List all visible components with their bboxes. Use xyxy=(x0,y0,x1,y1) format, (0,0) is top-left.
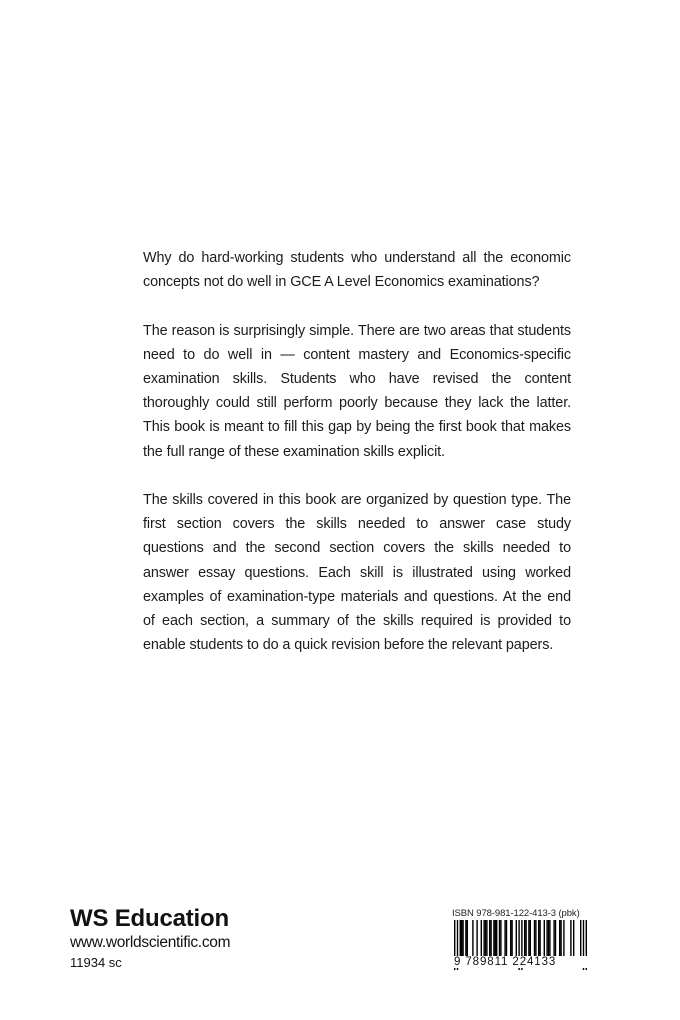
publisher-name: WS Education xyxy=(70,905,229,932)
publisher-imprint xyxy=(70,905,230,972)
publisher-url: www.worldscientific.com xyxy=(70,934,231,951)
publisher-code: 11934 sc xyxy=(70,955,122,970)
isbn-label: ISBN 978-981-122-413-3 (pbk) xyxy=(452,908,580,919)
back-cover-blurb xyxy=(143,246,571,657)
blurb-paragraph-2: The reason is surprisingly simple. There are two areas that students need to do well in — content mastery and Economics-specific examination skills. Students who have revised the content thoroughly could still perform poorly because they lack the latter. This book is meant to fill this gap by being the first book that makes the full range of these examination skills explicit. xyxy=(143,322,571,460)
blurb-paragraph-3: The skills covered in this book are organized by question type. The first section covers the skills needed to answer case study questions and the second section covers the skills needed to answer essay questions. Each skill is illustrated using worked examples of examination-type materials and questions. At the end of each section, a summary of the skills required is provided to enable students to do a quick revision before the relevant papers. xyxy=(143,492,571,654)
isbn-barcode xyxy=(452,908,590,970)
barcode-digits: 9 789811 224133 xyxy=(452,956,590,968)
blurb-paragraph-1: Why do hard-working students who understand all the economic concepts not do well in GCE A Level Economics examinations? xyxy=(143,250,571,291)
